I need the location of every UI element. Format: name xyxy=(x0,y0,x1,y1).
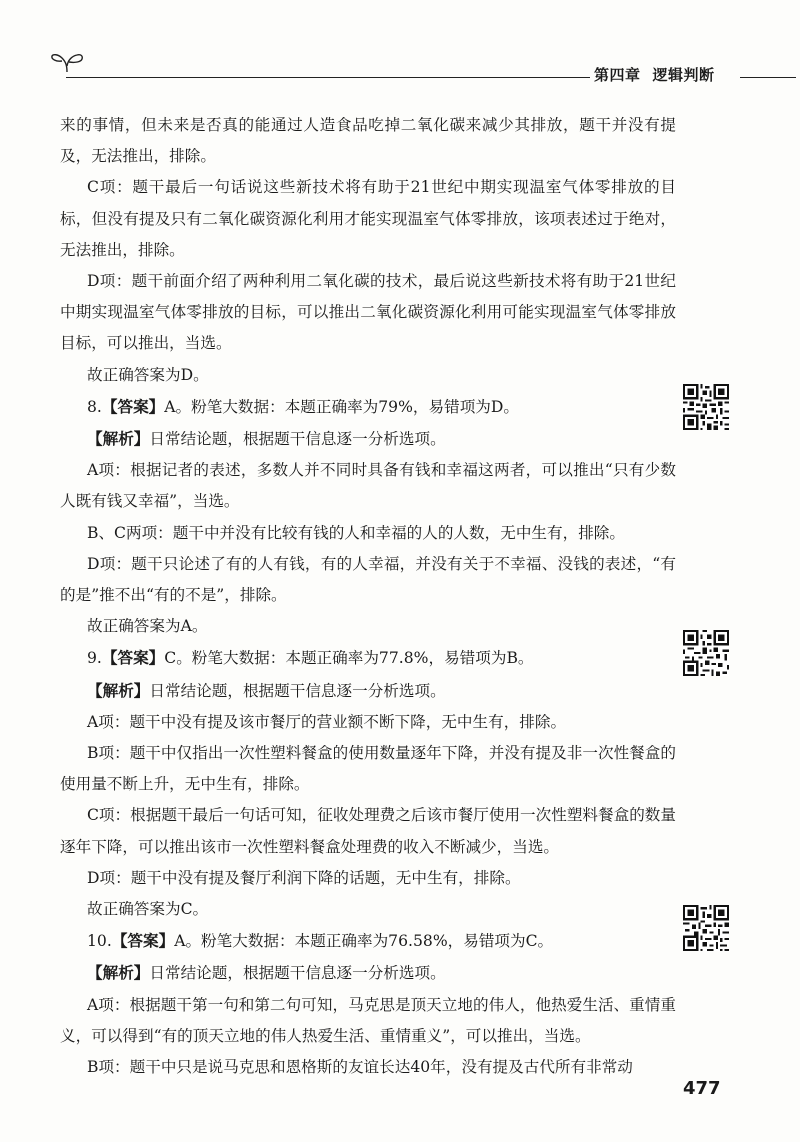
q10-answer: A。粉笔大数据：本题正确率为76.58%，易错项为C。 xyxy=(174,932,554,951)
page-header xyxy=(0,0,800,100)
option-c-analysis: C项：题干最后一句话说这些新技术将有助于21世纪中期实现温室气体零排放的目标，但没有提及只有二氧化碳资源化利用才能实现温室气体零排放，该项表述过于绝对，无法推出，排除。 xyxy=(60,178,676,259)
q10-option-b: B项：题干中只是说马克思和恩格斯的友谊长达40年，没有提及古代所有非常动 xyxy=(87,1058,633,1077)
analysis-label: 【解析】 xyxy=(87,963,150,983)
q8-analysis-line xyxy=(60,423,676,455)
q9-answer-line xyxy=(60,642,676,674)
q9-option-a: A项：题干中没有提及该市餐厅的营业额不断下降，无中生有，排除。 xyxy=(87,712,567,731)
analysis-label: 【解析】 xyxy=(87,429,150,449)
q10-number: 10. xyxy=(87,932,112,951)
analysis-label: 【解析】 xyxy=(87,680,150,700)
q10-analysis-line xyxy=(60,957,676,989)
q10-analysis: 日常结论题，根据题干信息逐一分析选项。 xyxy=(149,964,446,983)
q8-number: 8. xyxy=(87,397,102,416)
q9-conclusion: 故正确答案为C。 xyxy=(87,900,209,919)
qr-code-icon[interactable] xyxy=(683,905,729,951)
q9-option-c: C项：根据题干最后一句话可知，征收处理费之后该市餐厅使用一次性塑料餐盒的数量逐年下降，可以推出该市一次性塑料餐盒处理费的收入不断减少，当选。 xyxy=(60,806,676,856)
q9-analysis: 日常结论题，根据题干信息逐一分析选项。 xyxy=(149,681,446,700)
page-content xyxy=(60,110,676,1083)
q8-option-d: D项：题干只论述了有的人有钱，有的人幸福，并没有关于不幸福、没钱的表述，“有的是”推不出“有的不是”，排除。 xyxy=(60,554,676,605)
answer-label: 【答案】 xyxy=(101,396,165,416)
answer-label: 【答案】 xyxy=(101,648,165,668)
qr-code-icon[interactable] xyxy=(683,630,729,676)
paragraph: 来的事情，但未来是否真的能通过人造食品吃掉二氧化碳来减少其排放，题干并没有提及，无法推出，排除。 xyxy=(60,116,676,166)
chapter-heading xyxy=(594,64,715,85)
q8-option-a: A项：根据记者的表述，多数人并不同时具备有钱和幸福这两者，可以推出“只有少数人既有钱又幸福”，当选。 xyxy=(60,461,676,511)
q8-answer-line xyxy=(60,391,676,423)
q8-analysis: 日常结论题，根据题干信息逐一分析选项。 xyxy=(149,430,446,449)
option-d-analysis: D项：题干前面介绍了两种利用二氧化碳的技术，最后说这些新技术将有助于21世纪中期实现温室气体零排放的目标，可以推出二氧化碳资源化利用可能实现温室气体零排放目标，可以推出，当选。 xyxy=(60,272,676,353)
page-number: 477 xyxy=(683,1078,721,1099)
q9-option-d: D项：题干中没有提及餐厅利润下降的话题，无中生有，排除。 xyxy=(87,868,521,887)
q9-number: 9. xyxy=(87,649,102,668)
chapter-title: 逻辑判断 xyxy=(652,66,715,84)
chapter-number: 第四章 xyxy=(594,66,641,84)
answer-label: 【答案】 xyxy=(111,931,175,951)
header-rule-right xyxy=(740,77,796,78)
q8-answer: A。粉笔大数据：本题正确率为79%，易错项为D。 xyxy=(164,397,519,416)
header-rule-left xyxy=(66,77,590,78)
leaf-sprout-icon xyxy=(50,48,84,74)
q8-option-bc: B、C两项：题干中并没有比较有钱的人和幸福的人的人数，无中生有，排除。 xyxy=(87,523,625,542)
answer-conclusion: 故正确答案为D。 xyxy=(87,365,209,384)
q9-analysis-line xyxy=(60,675,676,707)
q9-option-b: B项：题干中仅指出一次性塑料餐盒的使用数量逐年下降，并没有提及非一次性餐盒的使用量不断上升，无中生有，排除。 xyxy=(60,744,676,794)
qr-code-icon[interactable] xyxy=(683,384,729,430)
q8-conclusion: 故正确答案为A。 xyxy=(87,617,208,636)
q9-answer: C。粉笔大数据：本题正确率为77.8%，易错项为B。 xyxy=(164,649,534,668)
q10-option-a: A项：根据题干第一句和第二句可知，马克思是顶天立地的伟人，他热爱生活、重情重义，可以得到“有的顶天立地的伟人热爱生活、重情重义”，可以推出，当选。 xyxy=(60,995,676,1045)
q10-answer-line xyxy=(60,925,676,957)
